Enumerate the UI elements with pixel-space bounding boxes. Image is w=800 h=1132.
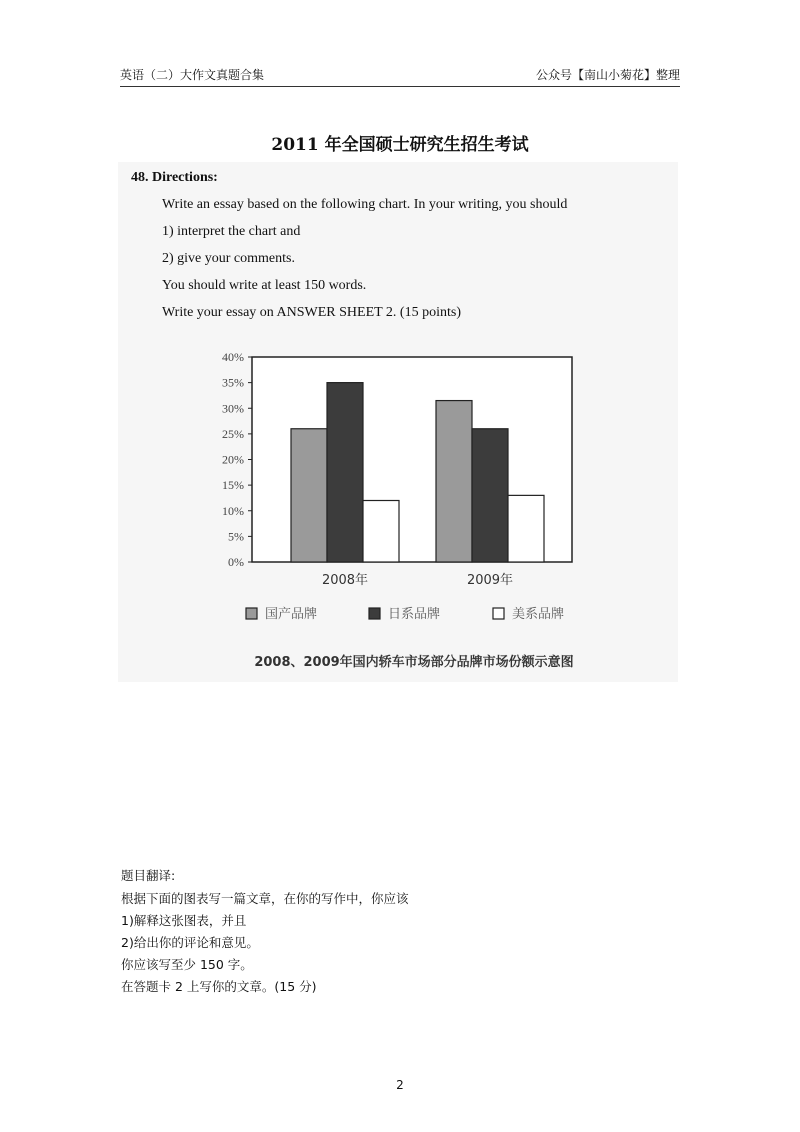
- legend-label: 日系品牌: [388, 607, 441, 622]
- page-title: 2011 年全国硕士研究生招生考试: [271, 135, 529, 155]
- y-tick-label: 30%: [222, 401, 244, 416]
- legend-swatch: [493, 608, 504, 619]
- chart-title: 2008、2009年国内轿车市场部分品牌市场份额示意图: [254, 655, 574, 670]
- bar-美系品牌: [363, 501, 399, 563]
- y-tick-label: 25%: [222, 426, 244, 441]
- y-tick-label: 20%: [222, 452, 244, 467]
- page-number: 2: [396, 1078, 404, 1092]
- y-tick-label: 40%: [222, 350, 244, 364]
- y-tick-label: 5%: [228, 529, 244, 544]
- translation-heading: 题目翻译:: [121, 868, 176, 883]
- y-tick-label: 35%: [222, 375, 244, 390]
- y-tick-label: 0%: [228, 555, 244, 569]
- directions-heading: 48. Directions:: [131, 170, 218, 185]
- bar-日系品牌: [472, 429, 508, 562]
- bar-国产品牌: [291, 429, 327, 562]
- translation-line: 你应该写至少 150 字。: [121, 957, 253, 972]
- directions-line: 2) give your comments.: [162, 251, 295, 266]
- translation-line: 2)给出你的评论和意见。: [121, 935, 259, 950]
- legend-label: 国产品牌: [265, 607, 318, 622]
- header-right: 公众号【南山小菊花】整理: [535, 68, 680, 82]
- legend-label: 美系品牌: [512, 607, 565, 622]
- directions-line: Write an essay based on the following chart. In your writing, you should: [162, 197, 568, 212]
- translation-line: 在答题卡 2 上写你的文章。(15 分): [121, 979, 317, 994]
- x-tick-label: 2009年: [466, 573, 514, 588]
- header-left: 英语（二）大作文真题合集: [120, 68, 265, 82]
- bar-日系品牌: [327, 383, 363, 562]
- bar-国产品牌: [436, 401, 472, 562]
- translation-line: 根据下面的图表写一篇文章，在你的写作中，你应该: [121, 891, 409, 906]
- translation-line: 1)解释这张图表，并且: [121, 913, 247, 928]
- legend-swatch: [246, 608, 257, 619]
- x-tick-label: 2008年: [321, 573, 369, 588]
- directions-line: You should write at least 150 words.: [162, 278, 367, 293]
- bar-美系品牌: [508, 495, 544, 562]
- directions-line: 1) interpret the chart and: [162, 224, 301, 239]
- legend-swatch: [369, 608, 380, 619]
- y-tick-label: 15%: [222, 478, 244, 493]
- directions-line: Write your essay on ANSWER SHEET 2. (15 points): [162, 305, 461, 320]
- y-tick-label: 10%: [222, 503, 244, 518]
